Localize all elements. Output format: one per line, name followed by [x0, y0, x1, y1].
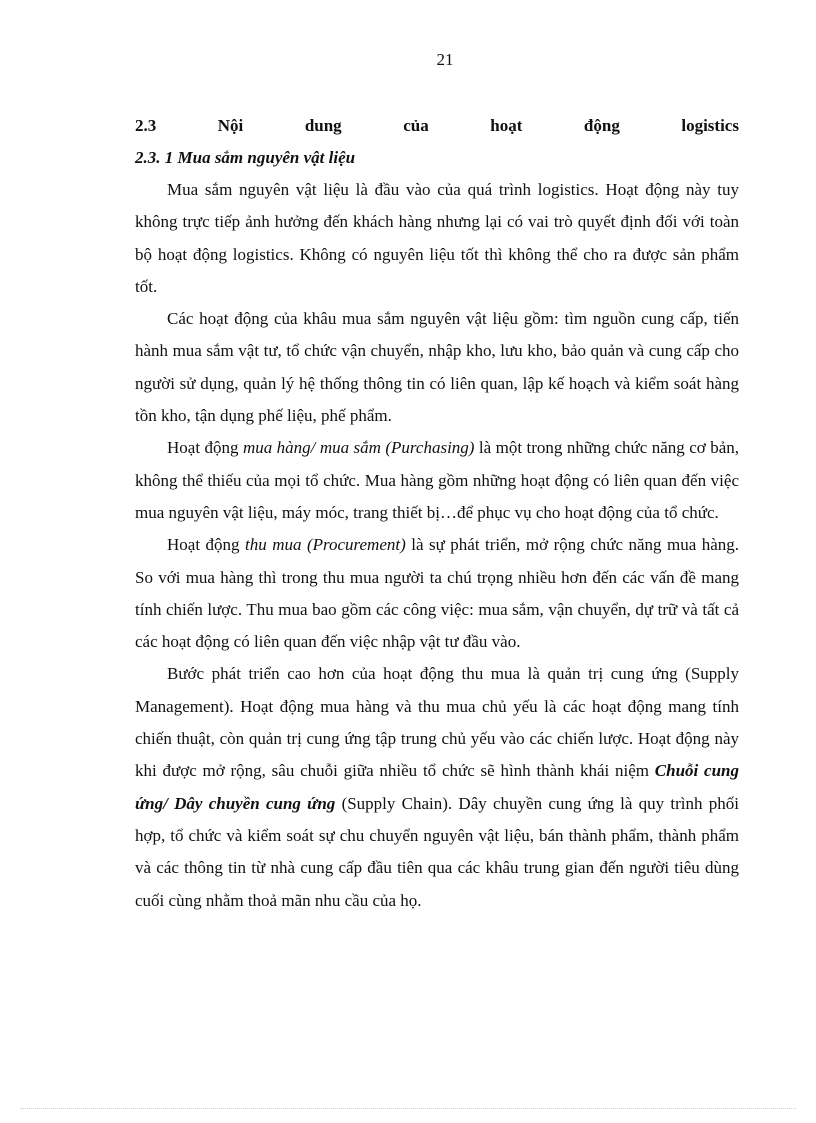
page-number: 21: [436, 50, 454, 69]
section-heading-word: dung: [304, 116, 342, 135]
section-heading-word: logistics: [681, 116, 739, 135]
paragraph-strong-emphasis: Chuỗi cung ứng/ Dây chuyền cung ứng: [135, 761, 739, 813]
paragraph: [135, 432, 739, 529]
section-heading-word: của: [403, 116, 429, 135]
section-heading-word: động: [583, 116, 620, 135]
paragraph-text: Hoạt động: [167, 535, 245, 555]
paragraph-emphasis: thu mua (Procurement): [245, 535, 406, 555]
paragraph-text: (Supply Chain). Dây chuyền cung ứng là quy trình phối hợp, tổ chức và kiểm soát sự chu chuyển nguyên vật liệu, bán thành phẩm, thành phẩm và các thông tin từ nhà cung cấp đầu tiên qua các khâu trung gian đến người tiêu dùng cuối cùng nhằm thoả mãn nhu cầu của họ.: [135, 793, 739, 910]
paragraph: [135, 529, 739, 658]
paragraph-text: là sự phát triển, mở rộng chức năng mua hàng. So với mua hàng thì trong thu mua người ta chú trọng nhiều hơn đến các vấn đề mang tính chiến lược. Thu mua bao gồm các công việc: mua sắm, vận chuyển, dự trữ và tất cả các hoạt động có liên quan đến việc nhập vật tư đầu vào.: [135, 535, 740, 652]
paragraph: Mua sắm nguyên vật liệu là đầu vào của quá trình logistics. Hoạt động này tuy không trực tiếp ảnh hưởng đến khách hàng nhưng lại có vai trò quyết định đối với toàn bộ hoạt động logistics. Không có nguyên liệu tốt thì không thể cho ra được sản phẩm tốt.: [135, 180, 739, 296]
section-heading-word: 2.3: [135, 116, 157, 135]
document-body: [135, 110, 739, 917]
page-bottom-divider: [20, 1108, 796, 1109]
paragraph: [135, 658, 739, 916]
subsection-heading: 2.3. 1 Mua sắm nguyên vật liệu: [135, 148, 356, 167]
section-heading: [135, 110, 739, 142]
section-heading-word: hoạt: [490, 116, 523, 135]
section-heading-word: Nội: [217, 116, 244, 135]
paragraph-text: là một trong những chức năng cơ bản, không thể thiếu của mọi tổ chức. Mua hàng gồm những hoạt động có liên quan đến việc mua nguyên vật liệu, máy móc, trang thiết bị…để phục vụ cho hoạt động của tổ chức.: [135, 438, 740, 522]
paragraph-text: Hoạt động: [167, 438, 243, 458]
paragraph: Các hoạt động của khâu mua sắm nguyên vật liệu gồm: tìm nguồn cung cấp, tiến hành mua sắm vật tư, tổ chức vận chuyển, nhập kho, lưu kho, bảo quản và cung cấp cho người sử dụng, quản lý hệ thống thông tin có liên quan, lập kế hoạch và kiểm soát hàng tồn kho, tận dụng phế liệu, phế phẩm.: [135, 309, 739, 426]
paragraph-text: Bước phát triển cao hơn của hoạt động thu mua là quản trị cung ứng (Supply Management). Hoạt động mua hàng và thu mua chủ yếu là các hoạt động mang tính chiến thuật, còn quản trị cung ứng tập trung chủ yếu vào các chiến lược. Hoạt động này khi được mở rộng, sâu chuỗi giữa nhiều tổ chức sẽ hình thành khái niệm: [135, 664, 739, 781]
paragraph-emphasis: mua hàng/ mua sắm (Purchasing): [242, 438, 475, 458]
